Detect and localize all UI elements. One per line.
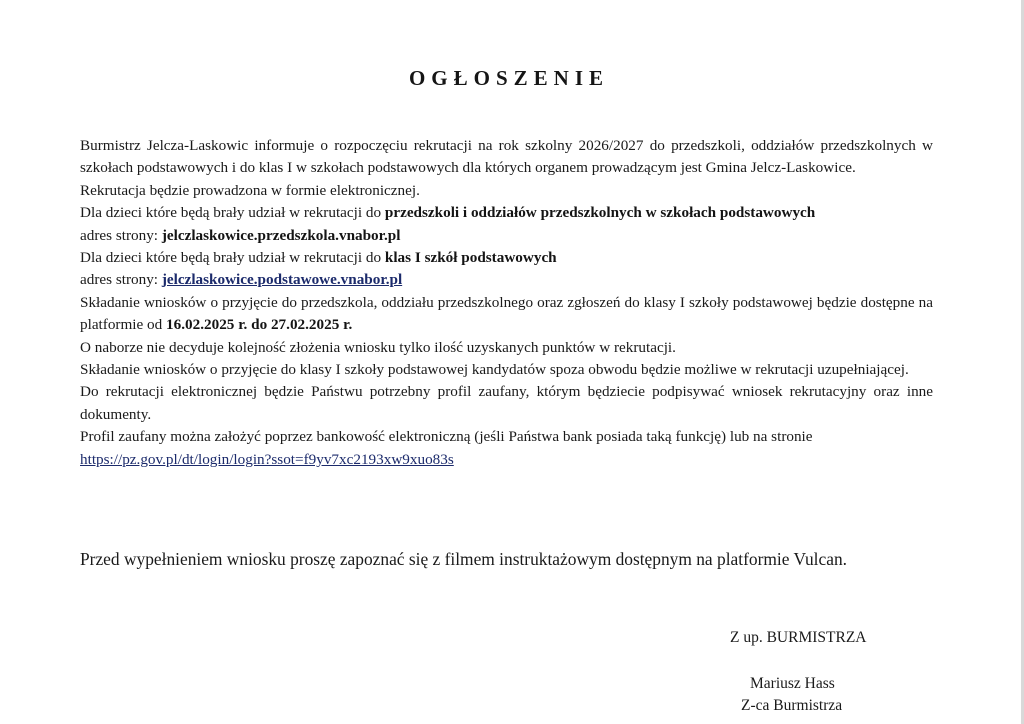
paragraph-preschool-address: [80, 225, 933, 247]
paragraph-preschool: [80, 202, 933, 224]
paragraph-school: [80, 247, 933, 269]
paragraph-trusted-profile-setup: Profil zaufany można założyć poprzez bankowość elektroniczną (jeśli Państwa bank posiada taką funkcję) lub na stronie: [80, 428, 813, 446]
paragraph-intro: Burmistrz Jelcza-Laskowic informuje o rozpoczęciu rekrutacji na rok szkolny 2026/2027 do przedszkoli, oddziałów przedszkolnych w szkołach podstawowych i do klas I w szkołach podstawowych dla których organem prowadzącym jest Gmina Jelcz-Laskowice.: [80, 137, 933, 177]
trusted-profile-link[interactable]: https://pz.gov.pl/dt/login/login?ssot=f9yv7xc2193xw9xuo83s: [80, 450, 454, 468]
announcement-body: [80, 135, 933, 471]
school-prefix: Dla dzieci które będą brały udział w rekrutacji do: [80, 249, 385, 267]
instruction-notice: [80, 537, 933, 581]
paragraph-dates: [80, 292, 933, 337]
preschool-prefix: Dla dzieci które będą brały udział w rekrutacji do: [80, 204, 385, 222]
dates-bold: 16.02.2025 r. do 27.02.2025 r.: [166, 316, 353, 334]
school-bold: klas I szkół podstawowych: [384, 249, 557, 267]
paragraph-school-address: [80, 269, 933, 291]
school-address-link[interactable]: jelczlaskowice.podstawowe.vnabor.pl: [161, 271, 403, 289]
paragraph-electronic: Rekrutacja będzie prowadzona w formie elektronicznej.: [80, 181, 420, 199]
preschool-address-link[interactable]: jelczlaskowice.przedszkola.vnabor.pl: [161, 226, 401, 244]
document-title: OGŁOSZENIE: [408, 66, 610, 90]
preschool-address-label: adres strony:: [80, 226, 162, 244]
school-address-label: adres strony:: [80, 271, 162, 289]
notice-text: Przed wypełnieniem wniosku proszę zapoznać się z filmem instruktażowym dostępnym na platformie Vulcan.: [80, 549, 847, 569]
signature-title: Z-ca Burmistrza: [741, 697, 843, 714]
paragraph-points: O naborze nie decyduje kolejność złożenia wniosku tylko ilość uzyskanych punktów w rekrutacji.: [80, 338, 676, 356]
paragraph-outside-district: Składanie wniosków o przyjęcie do klasy I szkoły podstawowej kandydatów spoza obwodu będzie możliwe w rekrutacji uzupełniającej.: [80, 361, 909, 379]
signature-role: Z up. BURMISTRZA: [730, 629, 867, 646]
dates-prefix: Składanie wniosków o przyjęcie do przedszkola, oddziału przedszkolnego oraz zgłoszeń do klasy I szkoły podstawowej będzie dostępne na platformie od: [80, 293, 933, 334]
paragraph-trusted-profile-link: [80, 449, 933, 471]
signature-name: Mariusz Hass: [750, 675, 835, 692]
paragraph-trusted-profile: Do rekrutacji elektronicznej będzie Państwu potrzebny profil zaufany, którym będziecie podpisywać wniosek rekrutacyjny oraz inne dokumenty.: [80, 383, 933, 423]
preschool-bold: przedszkoli i oddziałów przedszkolnych w szkołach podstawowych: [384, 204, 816, 222]
